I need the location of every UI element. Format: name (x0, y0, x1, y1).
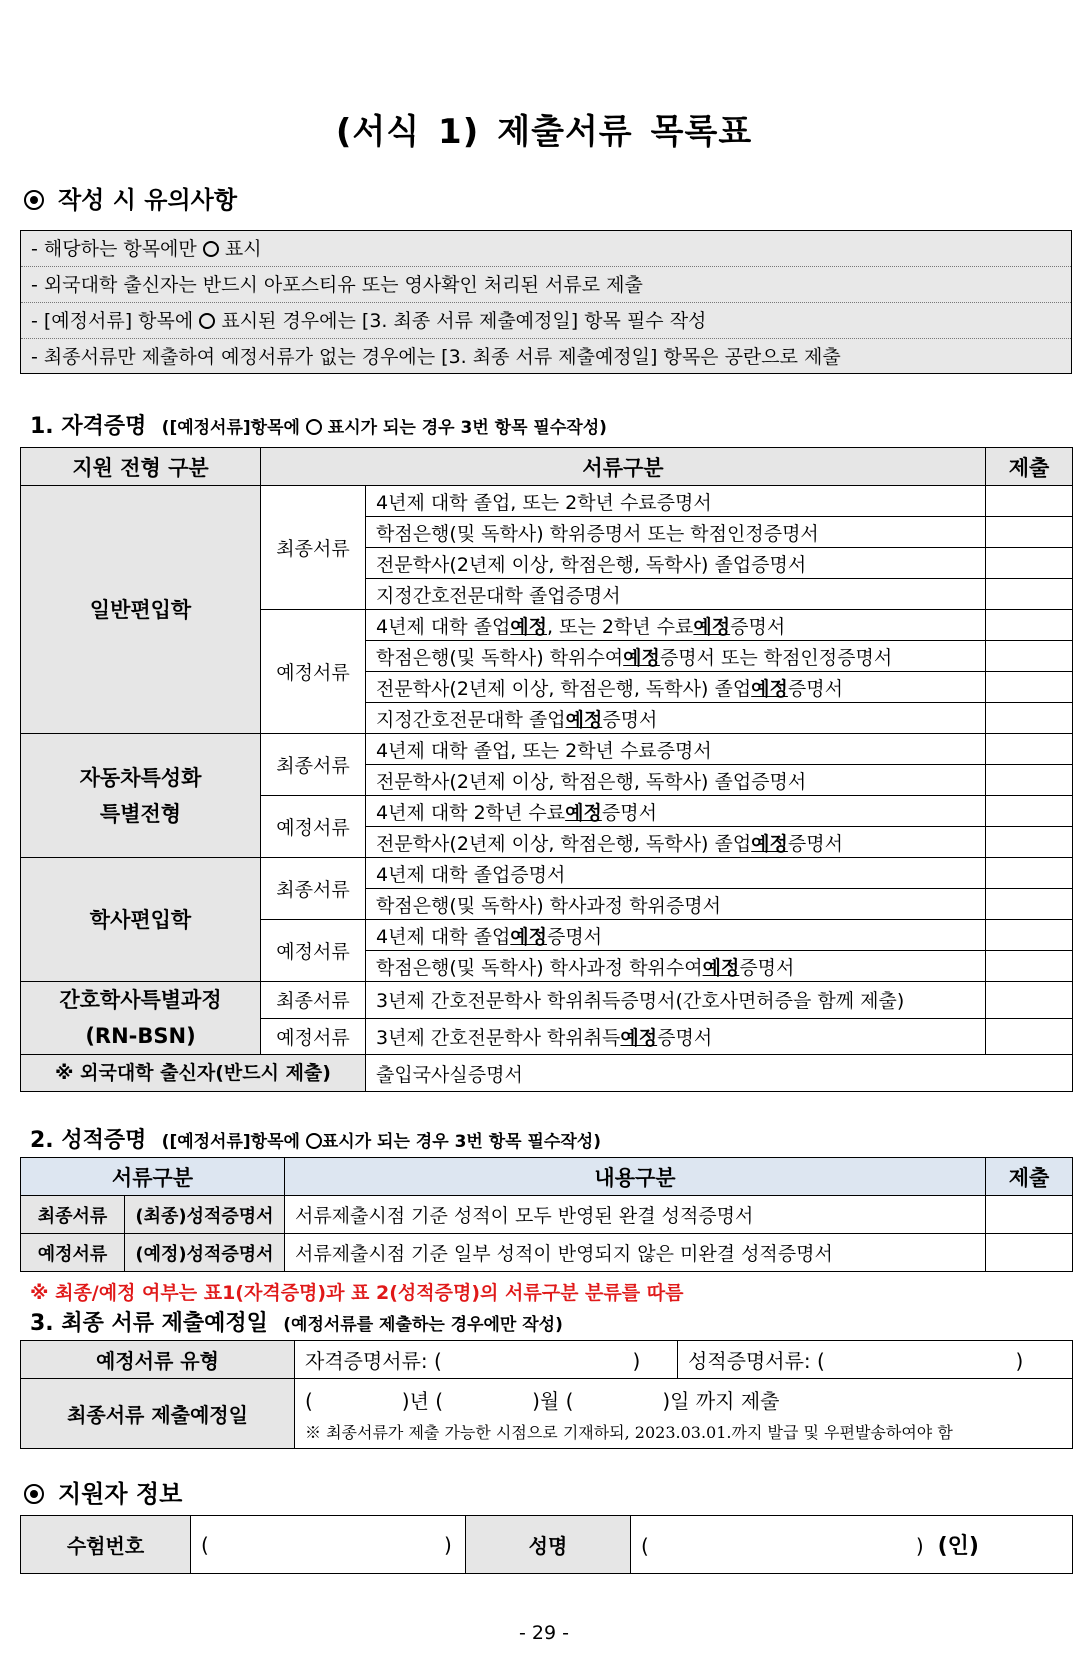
circle-mark-icon (203, 241, 219, 257)
name-label: 성명 (466, 1516, 631, 1574)
submit-check-cell[interactable] (986, 548, 1073, 579)
submit-check-cell[interactable] (986, 951, 1073, 982)
due-date-note: ※ 최종서류가 제출 가능한 시점으로 기재하되, 2023.03.01.까지 발급 및 우편발송하여야 함 (305, 1422, 953, 1442)
submit-check-cell[interactable] (986, 920, 1073, 951)
group-bachelor: 학사편입학 (21, 858, 261, 982)
kind-expected: 예정서류 (261, 610, 366, 734)
expected-type-label: 예정서류 유형 (21, 1341, 295, 1379)
group-auto-special: 자동차특성화 특별전형 (21, 734, 261, 858)
submit-check-cell[interactable] (986, 1196, 1073, 1234)
doc-item: 지정간호전문대학 졸업증명서 (366, 579, 986, 610)
grade-table (20, 1157, 1073, 1272)
cert-doc-field[interactable]: 자격증명서류: ( ) (295, 1341, 678, 1379)
kind-final: 최종서류 (261, 858, 366, 920)
section1-title: 1. 자격증명 ([예정서류]항목에 표시가 되는 경우 3번 항목 필수작성) (30, 414, 607, 439)
grade-kind: 예정서류 (21, 1234, 125, 1272)
section2-title: 2. 성적증명 ([예정서류]항목에 표시가 되는 경우 3번 항목 필수작성) (30, 1128, 601, 1153)
submit-check-cell[interactable] (986, 517, 1073, 548)
circle-mark-icon (306, 1133, 322, 1149)
circle-mark-icon (306, 419, 322, 435)
submit-check-cell[interactable] (986, 486, 1073, 517)
section3-title: 3. 최종 서류 제출예정일 (예정서류를 제출하는 경우에만 작성) (30, 1311, 563, 1336)
header-submit: 제출 (986, 448, 1073, 486)
page-title: (서식 1) 제출서류 목록표 (335, 112, 753, 152)
classification-note: ※ 최종/예정 여부는 표1(자격증명)과 표 2(성적증명)의 서류구분 분류를 따름 (30, 1282, 684, 1304)
submit-check-cell[interactable] (986, 610, 1073, 641)
doc-item: 4년제 대학 2학년 수료예정증명서 (366, 796, 986, 827)
header-support-type: 지원 전형 구분 (21, 448, 261, 486)
doc-item: 4년제 대학 졸업예정증명서 (366, 920, 986, 951)
grade-content: 서류제출시점 기준 일부 성적이 반영되지 않은 미완결 성적증명서 (285, 1234, 986, 1272)
doc-item: 학점은행(및 독학사) 학사과정 학위증명서 (366, 889, 986, 920)
doc-item: 전문학사(2년제 이상, 학점은행, 독학사) 졸업증명서 (366, 765, 986, 796)
qualification-table (20, 447, 1073, 1092)
submit-check-cell[interactable] (986, 672, 1073, 703)
notice-box (20, 230, 1072, 374)
submit-check-cell[interactable] (986, 703, 1073, 734)
header-doc-type: 서류구분 (261, 448, 986, 486)
doc-item: 전문학사(2년제 이상, 학점은행, 독학사) 졸업예정증명서 (366, 827, 986, 858)
kind-final: 최종서류 (261, 982, 366, 1019)
notice-line: - [예정서류] 항목에 표시된 경우에는 [3. 최종 서류 제출예정일] 항목 필수 작성 (21, 303, 1071, 339)
doc-item: 4년제 대학 졸업예정, 또는 2학년 수료예정증명서 (366, 610, 986, 641)
notice-line: - 최종서류만 제출하여 예정서류가 없는 경우에는 [3. 최종 서류 제출예정일] 항목은 공란으로 제출 (31, 346, 841, 368)
notice-line: - 외국대학 출신자는 반드시 아포스티유 또는 영사확인 처리된 서류로 제출 (21, 267, 1071, 303)
doc-item: 출입국사실증명서 (366, 1055, 1073, 1092)
due-date-label: 최종서류 제출예정일 (21, 1379, 295, 1449)
circle-mark-icon (199, 313, 215, 329)
kind-expected: 예정서류 (261, 920, 366, 982)
name-field[interactable]: ( ) (641, 1534, 924, 1558)
group-general: 일반편입학 (21, 486, 261, 734)
header-content-type: 내용구분 (285, 1158, 986, 1196)
due-date-field[interactable]: ( )년 ( )월 ( )일 까지 제출 (305, 1388, 780, 1413)
kind-expected: 예정서류 (261, 796, 366, 858)
doc-item: 학점은행(및 독학사) 학위증명서 또는 학점인정증명서 (366, 517, 986, 548)
doc-item: 4년제 대학 졸업, 또는 2학년 수료증명서 (366, 486, 986, 517)
kind-final: 최종서류 (261, 734, 366, 796)
bullseye-icon (24, 190, 44, 210)
seal-mark: (인) (937, 1534, 979, 1559)
exam-number-label: 수험번호 (21, 1516, 191, 1574)
page-number: - 29 - (519, 1622, 569, 1644)
submit-check-cell[interactable] (986, 889, 1073, 920)
submit-check-cell[interactable] (986, 982, 1073, 1019)
submit-check-cell[interactable] (986, 765, 1073, 796)
submit-check-cell[interactable] (986, 1234, 1073, 1272)
grade-content: 서류제출시점 기준 성적이 모두 반영된 완결 성적증명서 (285, 1196, 986, 1234)
submit-check-cell[interactable] (986, 734, 1073, 765)
header-doc-type: 서류구분 (21, 1158, 285, 1196)
doc-item: 3년제 간호전문학사 학위취득예정증명서 (366, 1018, 986, 1055)
group-foreign: ※ 외국대학 출신자(반드시 제출) (21, 1055, 366, 1092)
submit-check-cell[interactable] (986, 579, 1073, 610)
name-cell[interactable] (631, 1516, 1073, 1574)
doc-item: 전문학사(2년제 이상, 학점은행, 독학사) 졸업예정증명서 (366, 672, 986, 703)
applicant-heading: 지원자 정보 (24, 1474, 182, 1509)
bullseye-icon (24, 1484, 44, 1504)
submit-check-cell[interactable] (986, 1018, 1073, 1055)
header-submit: 제출 (986, 1158, 1073, 1196)
notice-line: - 해당하는 항목에만 표시 (21, 231, 1071, 267)
doc-item: 지정간호전문대학 졸업예정증명서 (366, 703, 986, 734)
due-date-table (20, 1340, 1073, 1449)
doc-item: 학점은행(및 독학사) 학사과정 학위수여예정증명서 (366, 951, 986, 982)
applicant-table (20, 1515, 1073, 1574)
submit-check-cell[interactable] (986, 827, 1073, 858)
submit-check-cell[interactable] (986, 858, 1073, 889)
submit-check-cell[interactable] (986, 641, 1073, 672)
kind-expected: 예정서류 (261, 1018, 366, 1055)
doc-item: 전문학사(2년제 이상, 학점은행, 독학사) 졸업증명서 (366, 548, 986, 579)
doc-item: 4년제 대학 졸업, 또는 2학년 수료증명서 (366, 734, 986, 765)
grade-doc-field[interactable]: 성적증명서류: ( ) (678, 1341, 1073, 1379)
grade-doc: (최종)성적증명서 (125, 1196, 285, 1234)
grade-kind: 최종서류 (21, 1196, 125, 1234)
notice-heading: 작성 시 유의사항 (24, 180, 237, 215)
due-date-cell[interactable] (295, 1379, 1073, 1449)
doc-item: 4년제 대학 졸업증명서 (366, 858, 986, 889)
doc-item: 학점은행(및 독학사) 학위수여예정증명서 또는 학점인정증명서 (366, 641, 986, 672)
submit-check-cell[interactable] (986, 796, 1073, 827)
grade-doc: (예정)성적증명서 (125, 1234, 285, 1272)
doc-item: 3년제 간호전문학사 학위취득증명서(간호사면허증을 함께 제출) (366, 982, 986, 1019)
kind-final: 최종서류 (261, 486, 366, 610)
group-nursing: 간호학사특별과정 (RN-BSN) (21, 982, 261, 1055)
exam-number-field[interactable]: ( ) (191, 1516, 466, 1574)
